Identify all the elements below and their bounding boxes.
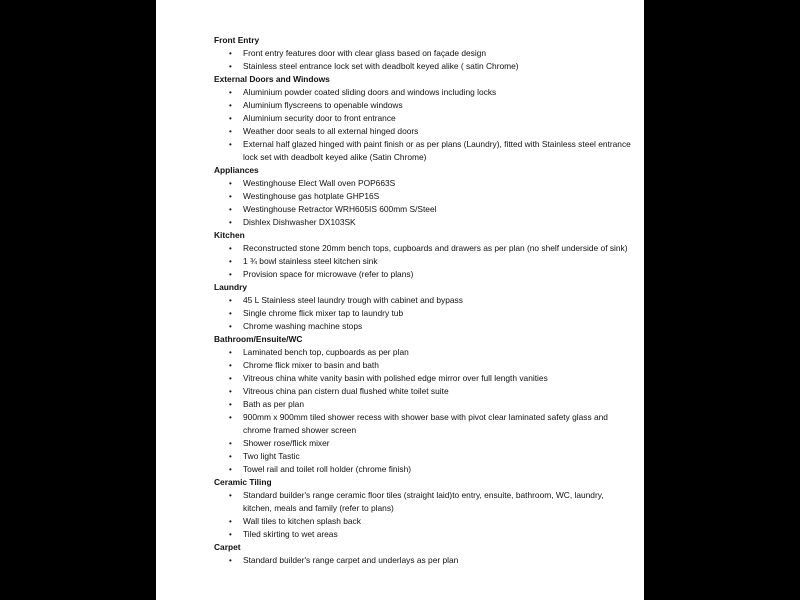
list-item: [214, 515, 634, 528]
section-item-list: [214, 346, 634, 476]
bullet-icon: •: [229, 348, 232, 357]
list-item: [214, 138, 634, 164]
list-item-text: 45 L Stainless steel laundry trough with cabinet and bypass: [243, 295, 463, 305]
section-item-list: [214, 294, 634, 333]
bullet-icon: •: [229, 270, 232, 279]
list-item: [214, 398, 634, 411]
section-heading: Bathroom/Ensuite/WC: [214, 334, 303, 344]
list-item: [214, 112, 634, 125]
spec-section: [214, 541, 634, 567]
section-heading: Appliances: [214, 165, 259, 175]
section-item-list: [214, 554, 634, 567]
list-item-text: Tiled skirting to wet areas: [243, 529, 338, 539]
bullet-icon: •: [229, 517, 232, 526]
list-item-text: Westinghouse Retractor WRH605IS 600mm S/Steel: [243, 204, 437, 214]
bullet-icon: •: [229, 387, 232, 396]
document-page: [156, 0, 644, 600]
section-heading: Carpet: [214, 542, 241, 552]
spec-section: [214, 281, 634, 333]
bullet-icon: •: [229, 192, 232, 201]
spec-section: [214, 333, 634, 476]
bullet-icon: •: [229, 309, 232, 318]
list-item-text: Westinghouse gas hotplate GHP16S: [243, 191, 380, 201]
list-item: [214, 203, 634, 216]
list-item: [214, 554, 634, 567]
list-item: [214, 359, 634, 372]
section-heading: Front Entry: [214, 35, 260, 45]
bullet-icon: •: [229, 88, 232, 97]
list-item-text: Single chrome flick mixer tap to laundry tub: [243, 308, 404, 318]
list-item-text: Bath as per plan: [243, 399, 304, 409]
bullet-icon: •: [229, 127, 232, 136]
bullet-icon: •: [229, 361, 232, 370]
bullet-icon: •: [229, 62, 232, 71]
list-item: [214, 268, 634, 281]
spec-section: [214, 229, 634, 281]
list-item-text: Stainless steel entrance lock set with deadbolt keyed alike ( satin Chrome): [243, 61, 519, 71]
list-item-text: Two light Tastic: [243, 451, 300, 461]
list-item-text: Dishlex Dishwasher DX103SK: [243, 217, 356, 227]
bullet-icon: •: [229, 452, 232, 461]
list-item-text: Standard builder's range ceramic floor tiles (straight laid)to entry, ensuite, bathroom, WC, laundry, kitchen, meals and family (refer to plans): [243, 490, 604, 513]
bullet-icon: •: [229, 218, 232, 227]
list-item: [214, 99, 634, 112]
list-item: [214, 346, 634, 359]
bullet-icon: •: [229, 465, 232, 474]
list-item-text: Chrome washing machine stops: [243, 321, 363, 331]
section-heading: External Doors and Windows: [214, 74, 330, 84]
list-item-text: Laminated bench top, cupboards as per plan: [243, 347, 409, 357]
section-item-list: [214, 177, 634, 229]
bullet-icon: •: [229, 491, 232, 500]
list-item: [214, 489, 634, 515]
list-item: [214, 307, 634, 320]
bullet-icon: •: [229, 556, 232, 565]
list-item-text: Chrome flick mixer to basin and bath: [243, 360, 379, 370]
list-item-text: Aluminium powder coated sliding doors and windows including locks: [243, 87, 497, 97]
bullet-icon: •: [229, 244, 232, 253]
list-item: [214, 437, 634, 450]
bullet-icon: •: [229, 530, 232, 539]
list-item: [214, 528, 634, 541]
list-item: [214, 320, 634, 333]
bullet-icon: •: [229, 257, 232, 266]
list-item-text: Front entry features door with clear glass based on façade design: [243, 48, 487, 58]
list-item-text: Aluminium security door to front entrance: [243, 113, 396, 123]
bullet-icon: •: [229, 205, 232, 214]
list-item: [214, 125, 634, 138]
list-item-text: Shower rose/flick mixer: [243, 438, 330, 448]
list-item: [214, 294, 634, 307]
section-heading: Ceramic Tiling: [214, 477, 272, 487]
list-item: [214, 216, 634, 229]
section-item-list: [214, 86, 634, 164]
list-item: [214, 385, 634, 398]
bullet-icon: •: [229, 374, 232, 383]
list-item-text: External half glazed hinged with paint finish or as per plans (Laundry), fitted with Stainless steel entrance lock set with deadbolt keyed alike (Satin Chrome): [243, 139, 631, 162]
bullet-icon: •: [229, 49, 232, 58]
list-item-text: Towel rail and toilet roll holder (chrome finish): [243, 464, 412, 474]
section-item-list: [214, 47, 634, 73]
bullet-icon: •: [229, 439, 232, 448]
list-item: [214, 411, 634, 437]
spec-section: [214, 476, 634, 541]
list-item: [214, 60, 634, 73]
list-item-text: Provision space for microwave (refer to plans): [243, 269, 414, 279]
list-item-text: Vitreous china pan cistern dual flushed white toilet suite: [243, 386, 449, 396]
bullet-icon: •: [229, 413, 232, 422]
list-item-text: Vitreous china white vanity basin with polished edge mirror over full length vanities: [243, 373, 548, 383]
specification-list: [214, 34, 634, 567]
bullet-icon: •: [229, 400, 232, 409]
bullet-icon: •: [229, 322, 232, 331]
section-item-list: [214, 242, 634, 281]
spec-section: [214, 34, 634, 73]
spec-section: [214, 164, 634, 229]
list-item: [214, 190, 634, 203]
list-item-text: Weather door seals to all external hinged doors: [243, 126, 419, 136]
list-item-text: 1 ¾ bowl stainless steel kitchen sink: [243, 256, 378, 266]
bullet-icon: •: [229, 140, 232, 149]
list-item-text: Westinghouse Elect Wall oven POP663S: [243, 178, 396, 188]
list-item-text: 900mm x 900mm tiled shower recess with shower base with pivot clear laminated safety glass and chrome framed shower screen: [243, 412, 608, 435]
list-item: [214, 450, 634, 463]
section-heading: Laundry: [214, 282, 248, 292]
bullet-icon: •: [229, 179, 232, 188]
list-item-text: Aluminium flyscreens to openable windows: [243, 100, 403, 110]
list-item: [214, 177, 634, 190]
list-item: [214, 47, 634, 60]
bullet-icon: •: [229, 296, 232, 305]
section-item-list: [214, 489, 634, 541]
section-heading: Kitchen: [214, 230, 245, 240]
spec-section: [214, 73, 634, 164]
list-item: [214, 255, 634, 268]
bullet-icon: •: [229, 101, 232, 110]
list-item-text: Reconstructed stone 20mm bench tops, cupboards and drawers as per plan (no shelf underside of sink): [243, 243, 628, 253]
list-item: [214, 242, 634, 255]
bullet-icon: •: [229, 114, 232, 123]
list-item: [214, 372, 634, 385]
list-item: [214, 86, 634, 99]
list-item-text: Wall tiles to kitchen splash back: [243, 516, 361, 526]
list-item: [214, 463, 634, 476]
list-item-text: Standard builder's range carpet and underlays as per plan: [243, 555, 459, 565]
